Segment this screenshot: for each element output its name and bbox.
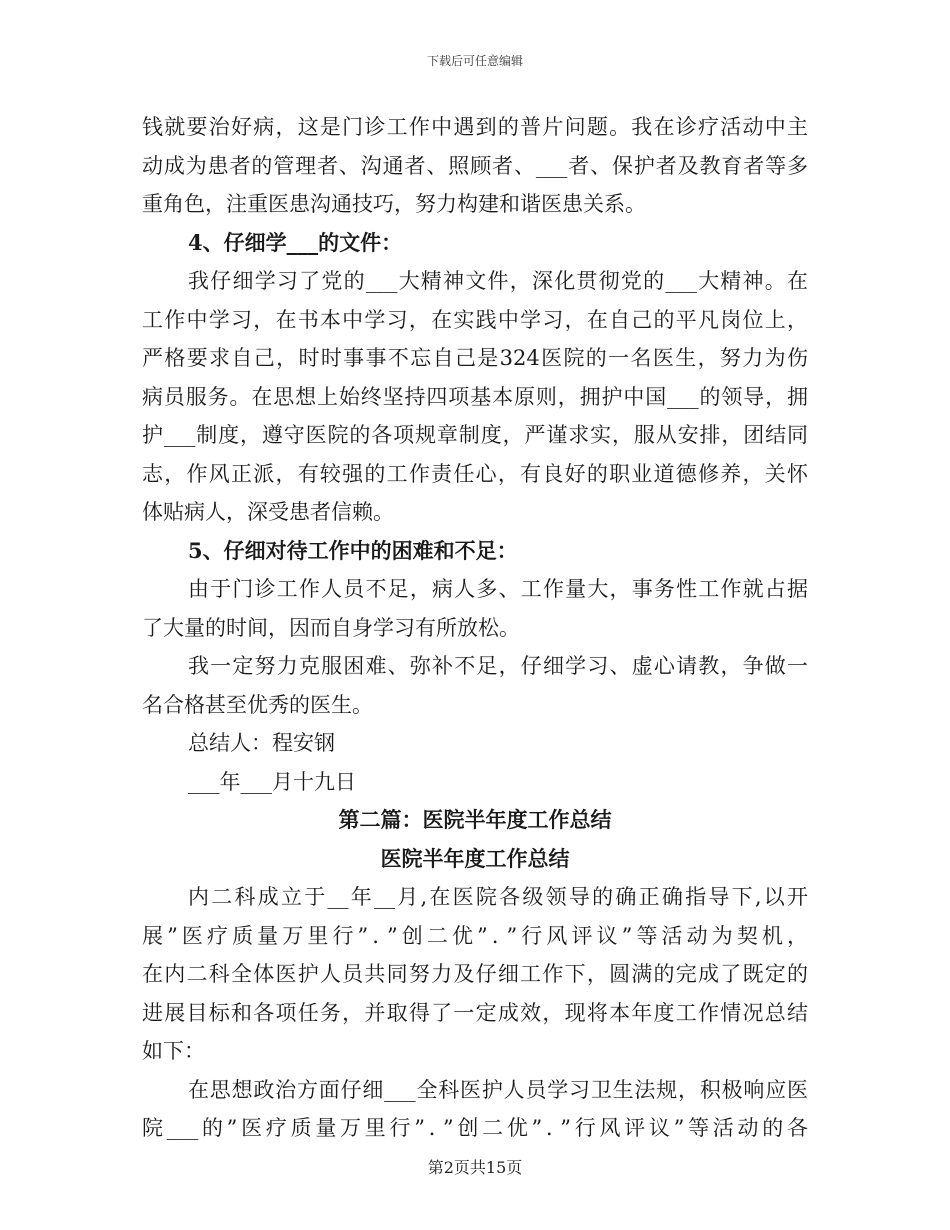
text-line: 志，作风正派，有较强的工作责任心，有良好的职业道德修养，关怀: [142, 461, 808, 486]
text-line: 总结人：程安钢: [188, 731, 335, 755]
text-line: 钱就要治好病，这是门诊工作中遇到的普片问题。我在诊疗活动中主: [142, 115, 808, 139]
text-line: 护___制度，遵守医院的各项规章制度，严谨求实，服从安排，团结同: [142, 423, 808, 447]
text-line: 我仔细学习了党的___大精神文件，深化贯彻党的___大精神。在: [188, 269, 808, 293]
section-heading: 医院半年度工作总结: [380, 845, 570, 871]
text-line: 院___的”医疗质量万里行”．”创二优”．”行风评议”等活动的各: [142, 1116, 808, 1140]
text-line: 体贴病人，深受患者信赖。: [142, 500, 394, 524]
text-line: 由于门诊工作人员不足，病人多、工作量大，事务性工作就占据: [188, 577, 808, 601]
text-line: 在思想政治方面仔细___全科医护人员学习卫生法规，积极响应医: [188, 1077, 808, 1102]
text-line: 如下：: [142, 1039, 205, 1063]
text-line: 我一定努力克服困难、弥补不足，仔细学习、虚心请教，争做一: [188, 654, 808, 678]
section-heading: 第二篇：医院半年度工作总结: [338, 807, 612, 832]
text-line: 重角色，注重医患沟通技巧，努力构建和谐医患关系。: [142, 192, 646, 216]
text-line: 了大量的时间，因而自身学习有所放松。: [142, 615, 520, 640]
text-line: 工作中学习，在书本中学习，在实践中学习，在自己的平凡岗位上，: [142, 307, 808, 332]
text-line: 动成为患者的管理者、沟通者、照顾者、___者、保护者及教育者等多: [142, 153, 808, 178]
page-header: 下载后可任意编辑: [426, 54, 523, 68]
text-line: 严格要求自己，时时事事不忘自己是324医院的一名医生，努力为伤: [142, 346, 808, 370]
text-line: 展”医疗质量万里行”．”创二优”．”行风评议”等活动为契机，: [142, 923, 808, 948]
page-footer: 第2页共15页: [427, 1158, 523, 1177]
text-line: 名合格甚至优秀的医生。: [142, 692, 373, 717]
text-line: 进展目标和各项任务，并取得了一定成效，现将本年度工作情况总结: [142, 1000, 808, 1025]
section-heading: 5、仔细对待工作中的困难和不足：: [188, 537, 518, 563]
section-heading: 4、仔细学___的文件：: [188, 229, 403, 255]
text-line: 病员服务。在思想上始终坚持四项基本原则，拥护中国___的领导，拥: [142, 384, 808, 409]
text-line: 内二科成立于__年__月,在医院各级领导的确正确指导下,以开: [188, 885, 808, 909]
text-line: 在内二科全体医护人员共同努力及仔细工作下，圆满的完成了既定的: [142, 962, 808, 986]
text-line: ___年___月十九日: [188, 769, 356, 794]
document-body: [142, 108, 808, 1148]
